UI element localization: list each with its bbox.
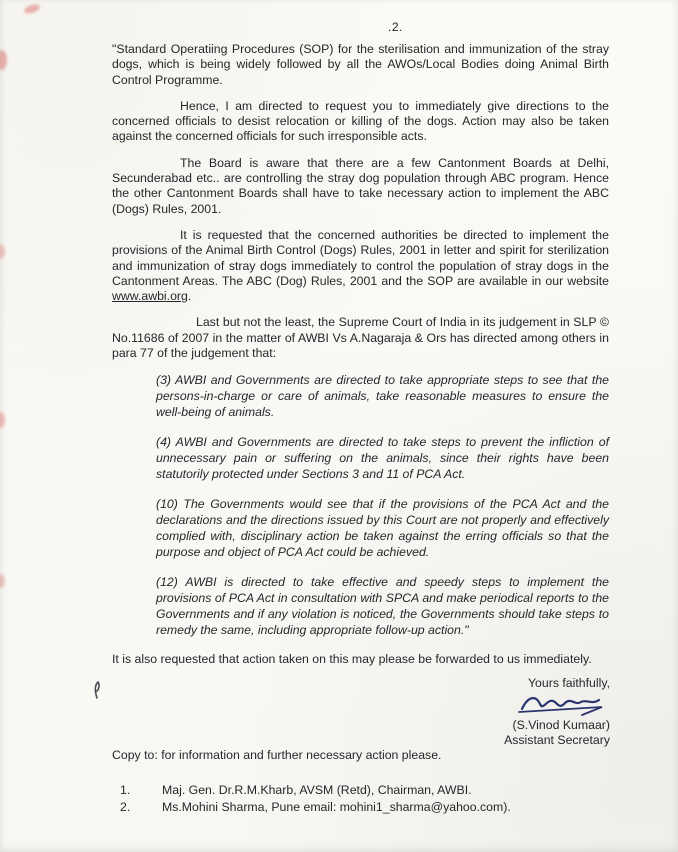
scan-artifact <box>0 574 5 588</box>
copy-list-item <box>112 800 511 815</box>
copy-list-number: 1. <box>120 783 131 797</box>
copy-list-text: Maj. Gen. Dr.R.M.Kharb, AVSM (Retd), Chairman, AWBI. <box>162 783 472 797</box>
paragraph-cantonment-boards: The Board is aware that there are a few Cantonment Boards at Delhi, Secunderabad etc.. are controlling the stray dog population through ABC program. Hence the other Cantonment Boards shall have to take necessary action to implement the ABC (Dogs) Rules, 2001. <box>112 155 609 216</box>
paragraph-abc-rules <box>112 228 609 304</box>
letter-body <box>112 42 609 679</box>
copy-to-heading: Copy to: for information and further necessary action please. <box>112 748 442 762</box>
copy-to-section <box>112 748 511 817</box>
valediction: Yours faithfully, <box>527 676 610 690</box>
judgement-quote-4: (4) AWBI and Governments are directed to take steps to prevent the infliction of unnecessary pain or suffering on the animals, since their rights have been statutorily protected under Sections 3 and 11 of PCA Act. <box>156 435 609 482</box>
scan-artifact <box>23 3 41 16</box>
scan-artifact <box>0 244 5 259</box>
signatory-name: (S.Vinod Kumaar) <box>512 718 610 732</box>
page-number: .2. <box>388 20 403 34</box>
paragraph-directions-request: Hence, I am directed to request you to immediately give directions to the concerned officials to desist relocation or killing of the dogs. Action may also be taken against the concerned officials for such irresponsible acts. <box>112 98 609 144</box>
paragraph-supreme-court: Last but not the least, the Supreme Court of India in its judgement in SLP © No.11686 of 2007 in the matter of AWBI Vs A.Nagaraja & Ors has directed among others in para 77 of the judgement that: <box>112 315 609 361</box>
copy-list-text: Ms.Mohini Sharma, Pune email: mohini1_sharma@yahoo.com). <box>162 800 511 814</box>
scan-artifact <box>0 412 5 428</box>
paragraph-sop: "Standard Operatiing Procedures (SOP) for the sterilisation and immunization of the stray dogs, which is being widely followed by all the AWOs/Local Bodies doing Animal Birth Control Programme. <box>112 42 609 87</box>
judgement-quote-12: (12) AWBI is directed to take effective and speedy steps to implement the provisions of PCA Act in consultation with SPCA and make periodical reports to the Governments and if any violation is noticed, the Governments should take steps to remedy the same, including appropriate follow-up action." <box>156 575 609 638</box>
paragraph-abc-rules-text: It is requested that the concerned authorities be directed to implement the provisions of the Animal Birth Control (Dogs) Rules, 2001 in letter and spirit for sterilization and immunization of stray dogs immediately to control the population of stray dogs in the Cantonment Areas. The ABC (Dog) Rules, 2001 and the SOP are available in our website <box>112 227 609 288</box>
closing-request: It is also requested that action taken on this may please be forwarded to us immediately. <box>112 652 592 667</box>
pen-mark <box>90 680 104 700</box>
signature-block <box>504 676 610 748</box>
copy-list-item <box>112 783 511 798</box>
website-link[interactable]: www.awbi.org <box>112 289 188 304</box>
paragraph-abc-rules-tail: . <box>187 289 192 304</box>
judgement-quote-3: (3) AWBI and Governments are directed to take appropriate steps to see that the persons-in-charge or care of animals, take reasonable measures to ensure the well-being of animals. <box>156 373 609 420</box>
copy-list-number: 2. <box>120 800 131 814</box>
signatory-title: Assistant Secretary <box>504 733 610 747</box>
judgement-quote-10: (10) The Governments would see that if the provisions of the PCA Act and the declarations and the directions issued by this Court are not properly and effectively complied with, disciplinary action be taken against the erring officials so that the purpose and object of PCA Act could be achieved. <box>156 497 609 560</box>
scan-artifact <box>0 50 7 70</box>
handwritten-signature <box>516 692 608 718</box>
